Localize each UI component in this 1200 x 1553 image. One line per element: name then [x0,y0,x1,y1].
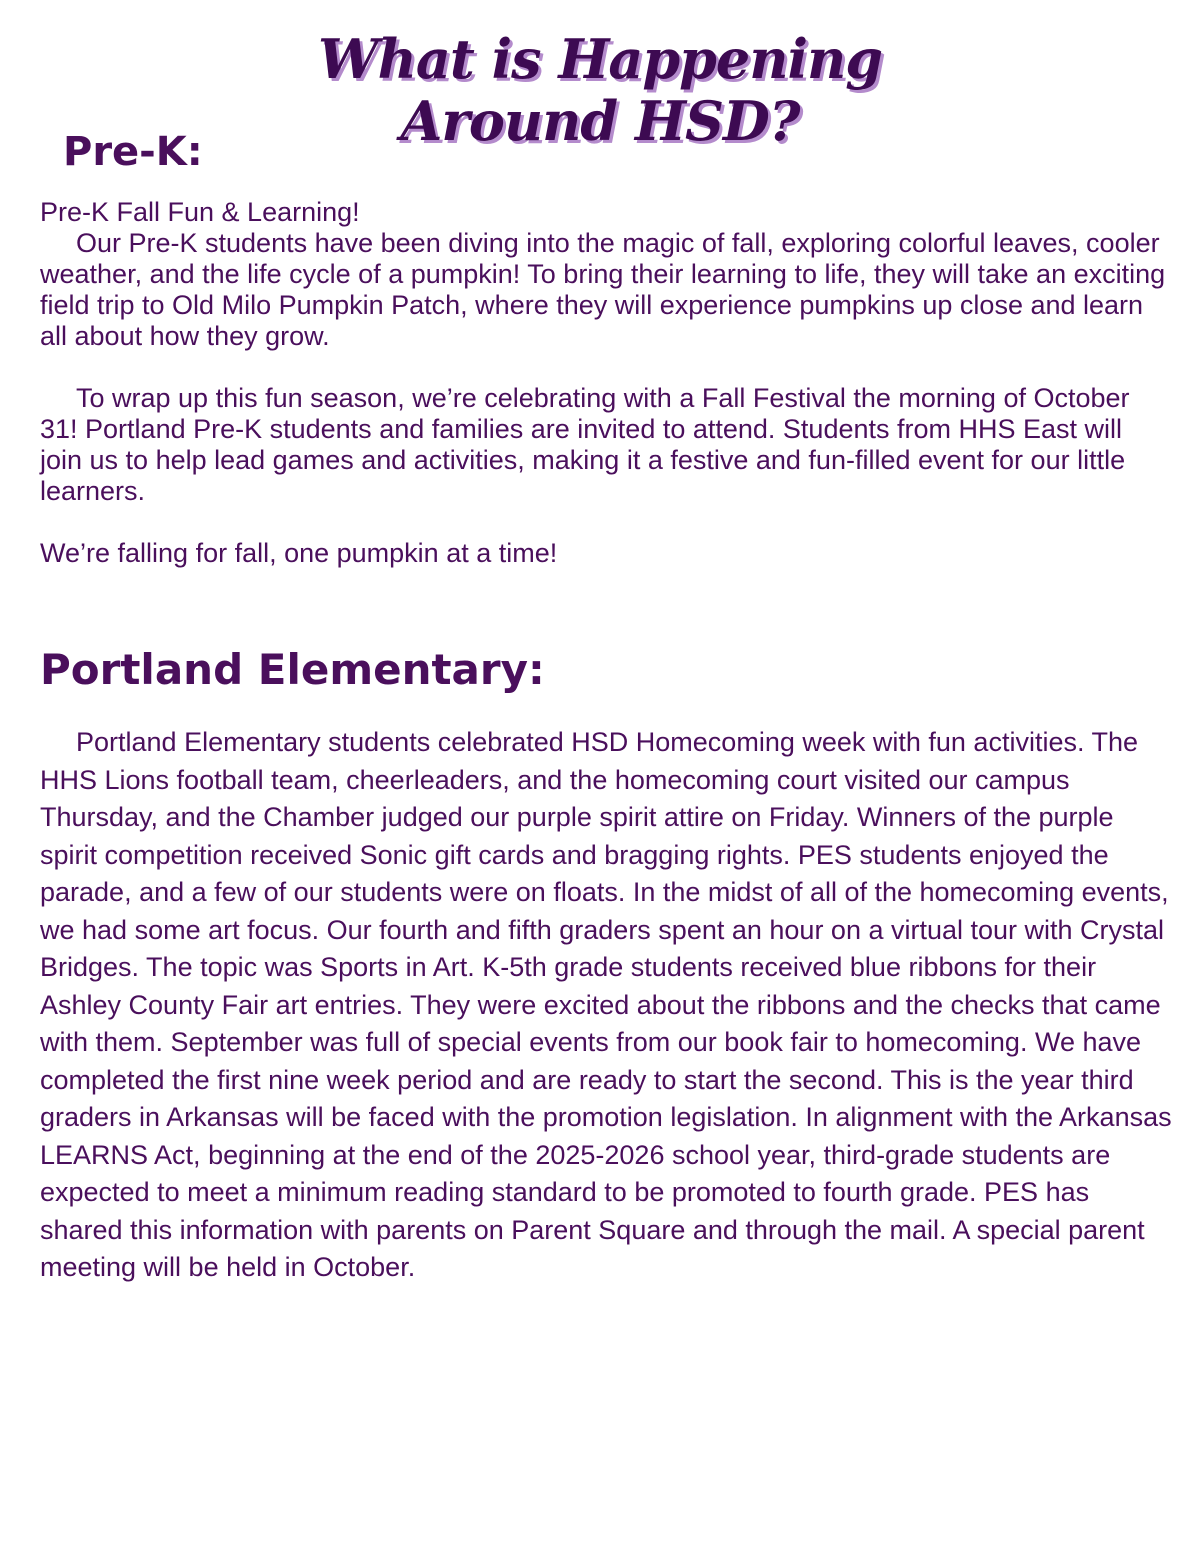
prek-section [40,197,1170,569]
prek-paragraph-1-text: Our Pre-K students have been diving into the magic of fall, exploring colorful leaves, cooler weather, and the life cycle of a pumpkin! To bring their learning to life, they will take an exciting field trip to Old Milo Pumpkin Patch, where they will experience pumpkins up close and learn all about how they grow. [40,228,1166,351]
prek-paragraph-1 [40,228,1170,352]
portland-elementary-paragraph-text: Portland Elementary students celebrated HSD Homecoming week with fun activities. The HHS Lions football team, cheerleaders, and the homecoming court visited our campus Thursday, and the Chamber judged our purple spirit attire on Friday. Winners of the purple spirit competition received Sonic gift cards and bragging rights. PES students enjoyed the parade, and a few of our students were on floats. In the midst of all of the homecoming events, we had some art focus. Our fourth and fifth graders spent an hour on a virtual tour with Crystal Bridges. The topic was Sports in Art. K-5th grade students received blue ribbons for their Ashley County Fair art entries. They were excited about the ribbons and the checks that came with them. September was full of special events from our book fair to homecoming. We have completed the first nine week period and are ready to start the second. This is the year third graders in Arkansas will be faced with the promotion legislation. In alignment with the Arkansas LEARNS Act, beginning at the end of the 2025-2026 school year, third-grade students are expected to meet a minimum reading standard to be promoted to fourth grade. PES has shared this information with parents on Parent Square and through the mail. A special parent meeting will be held in October. [40,727,1172,1282]
prek-paragraph-2 [40,383,1170,507]
page-title [200,28,1000,152]
prek-heading: Pre-K: [63,129,203,175]
portland-elementary-heading: Portland Elementary: [40,645,545,694]
prek-paragraph-2-text: To wrap up this fun season, we’re celebrating with a Fall Festival the morning of October 31! Portland Pre-K students and families are invited to attend. Students from HHS East will join us to help lead games and activities, making it a festive and fun-filled event for our little learners. [40,383,1130,506]
prek-closing: We’re falling for fall, one pumpkin at a time! [40,538,558,568]
prek-subtitle: Pre-K Fall Fun & Learning! [40,197,360,227]
page-title-line-1: What is Happening [317,27,883,91]
portland-elementary-paragraph [40,724,1175,1287]
page-title-line-2: Around HSD? [400,89,800,153]
